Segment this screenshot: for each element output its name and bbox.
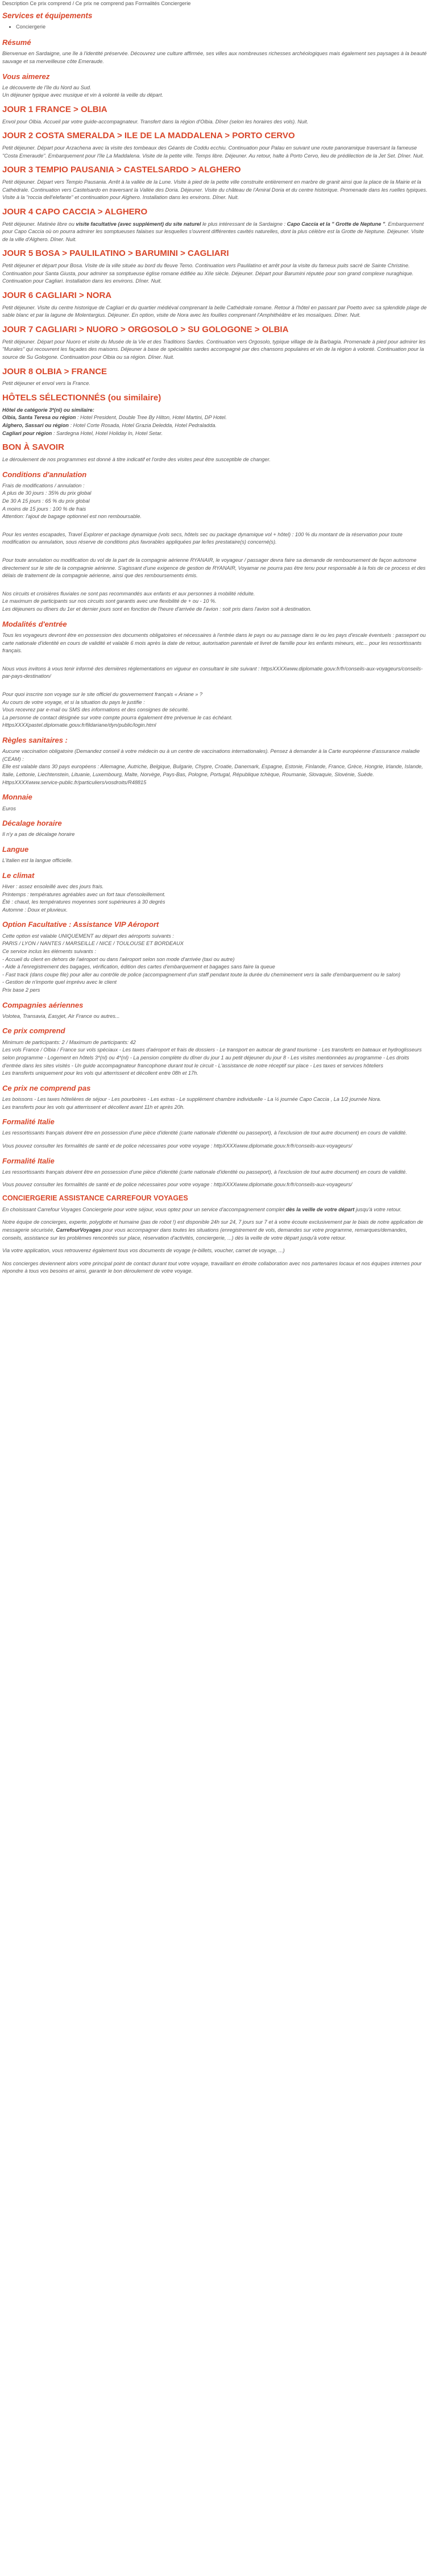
modalites-p3 [2,691,429,730]
hotel-line-label: Alghero, Sassari ou région [2,422,69,428]
day-8-text: Petit déjeuner et envol vers la France. [2,380,90,387]
conciergerie-p2-post: pour vous accompagner dans toutes les situations (enregistrement de vols, demandes sur votre programme, remarques/demandes, conseils, assistance sur les problèmes rencontrés sur place, réservation d'activités, conciergerie, ...) dès la veille de votre départ jusqu'à votre retour. [2,1227,408,1241]
compagnies-text: Volotea, Transavia, Easyjet, Air France ou autres... [2,1013,120,1019]
sanitaires-line: Aucune vaccination obligatoire (Demandez conseil à votre médecin ou à un centre de vaccinations internationales). Pensez à demander à la Carte européenne d'assurance maladie (CEAM) : [2,748,420,762]
spacer [2,552,429,557]
climat-line: Hiver : assez ensoleillé avec des jours frais. [2,884,104,890]
compagnies-title: Compagnies aériennes [2,1000,84,1009]
prix-comprend-title: Ce prix comprend [2,1026,65,1036]
aimerez-text [2,84,429,100]
formalite-1-p1: Les ressortissants français doivent être en possession d'une pièce d'identité (carte nationale d'identité ou passeport), à l'exclusion de tout autre document) en cours de validité. [2,1130,407,1136]
conditions-line: Attention: l'ajout de bagage optionnel est non remboursable. [2,513,142,520]
conditions-line: Nos circuits et croisières fluviales ne sont pas recommandés aux enfants et aux personnes à mobilité réduite. [2,590,255,597]
monnaie-text: Euros [2,805,16,811]
resume-text: Bienvenue en Sardaigne, une île à l'identité préservée. Découvrez une culture affirmée, ses villes aux nombreuses richesses archéologiques mais également ses paysages à la beauté sauvage et sa merveilleuse côte Emeraude. [2,51,427,64]
day-7-text: Petit déjeuner. Départ pour Nuoro et visite du Musée de la Vie et des Traditions Sardes. Continuation vers Orgosolo, typique village de la Barbagia. Promenade à pied pour admirer les "Murales" qui recouvrent les façades des maisons. Déjeuner à base de spécialités sardes accompagné par des chansons populaires et vin de la région à volonté. Continuation pour la source de Su Gologone. Continuation pour Olbia ou sa région. Dîner. Nuit. [2,338,426,360]
prix-ne-comprend-text [2,1096,429,1111]
bon-title: BON À SAVOIR [2,442,64,453]
hotels-title: HÔTELS SÉLECTIONNÉS (ou similaire) [2,392,161,403]
climat-text [2,883,429,914]
hotel-line-text: : Hotel Corte Rosada, Hotel Grazia Deledda, Hotel Pedraladda. [68,422,217,428]
hotel-line [2,414,429,422]
day-1-text: Envol pour Olbia. Accueil par votre guide-accompagnateur. Transfert dans la région d'Olbia. Dîner (selon les horaires des vols). Nuit. [2,118,309,125]
option-line: Cette option est valable UNIQUEMENT au départ des aéroports suivants : [2,933,174,939]
day-2-title: JOUR 2 COSTA SMERALDA > ILE DE LA MADDALENA > PORTO CERVO [2,131,295,141]
sanitaires-link[interactable]: HttpsXXXXwww.service-public.fr/particuliers/vosdroits/R48815 [2,779,147,785]
day-4-text-bold2: Capo Caccia et la " Grotte de Neptune " [287,221,386,227]
hotel-line-label: Cagliari pour région [2,430,52,436]
decalage-text: Il n'y a pas de décalage horaire [2,831,75,838]
prix-ne-comprend-line: Les boissons - Les taxes hôtelières de séjour - Les pourboires - Les extras - Le supplément chambre individuelle - La ½ journée Capo Caccia , La 1/2 journée Nora. [2,1096,382,1102]
modalites-title: Modalités d'entrée [2,619,67,628]
hotel-line-text: : Hotel President, Double Tree By Hilton, Hotel Martini, DP Hotel. [76,415,227,421]
conditions-p3: Pour toute annulation ou modification du vol de la part de la compagnie aérienne RYANAIR, le voyageur / passager devra faire sa demande de remboursement de façon autonome directement sur le site de la compagnie aérienne. S'agissant d'une exigence de gestion de RYANAIR, Voyamar ne pourra pas être tenu pour responsable à la fois de ce process et des délais de traitement de la compagnie aérienne, ainsi que des remboursements émis. [2,557,426,579]
day-4-text-pre: Petit déjeuner. Matinée libre ou [2,221,76,227]
decalage-title: Décalage horaire [2,819,62,828]
day-4-text-mid: le plus intéressant de la Sardaigne : [201,221,287,227]
climat-line: Été : chaud, les températures moyennes sont supérieures à 30 degrés [2,899,165,905]
prix-comprend-line: Les transferts uniquement pour les vols qui atterrissent et décollent entre 08h et 17h. [2,1070,198,1076]
day-2-text: Petit déjeuner. Départ pour Arzachena avec la visite des tombeaux des Géants de Coddu ecchiu. Continuation pour Palau en suivant une route panoramique traversant la fameuse "Costa Emeraude". Embarquement pour l'île La Maddalena. Visite de la petite ville. Temps libre. Déjeuner. Au retour, halte à Porto Cervo, lieu de prédilection de la Jet Set. Dîner. Nuit. [2,145,424,159]
day-3-title: JOUR 3 TEMPIO PAUSANIA > CASTELSARDO > ALGHERO [2,165,241,175]
day-5-text: Petit déjeuner et départ pour Bosa. Visite de la ville située au bord du fleuve Temo. Continuation vers Paulilatino et arrêt pour la visite du fameux puits sacré de Sainte Christine. Continuation pour Santa Giusta, pour admirer sa somptueuse église romane édifiée au XIIe siècle. Déjeuner. Départ pour Barumini réputée pour son grand complexe nuraghique. Continuation pour Cagliari. Installation dans les environs. Dîner. Nuit. [2,263,414,284]
conditions-line: De 30 A 15 jours : 65 % du prix global [2,498,90,504]
conditions-line: A moins de 15 jours : 100 % de frais [2,506,86,512]
bon-text: Le déroulement de nos programmes est donné à titre indicatif et l'ordre des visites peut être susceptible de changer. [2,456,271,462]
modalites-p2: Nous vous invitons à vous tenir informé des dernières réglementations en vigueur en consultant le site suivant : httpsXXXXwww.diplomatie.gouv.fr/fr/conseils-aux-voyageurs/conseils-par-pays-destination/ [2,665,423,680]
modalites-link[interactable]: HttpsXXXXpastel.diplomatie.gouv.fr/fildariane/dyn/public/login.html [2,722,156,728]
modalites-p1: Tous les voyageurs devront être en possession des documents obligatoires et nécessaires à l'entrée dans le pays ou au passage dans le ou les pays d'escale éventuels : passeport ou carte nationale d'identité en cours de validité et valable 6 mois après la date de retour, autorisation parentale et livret de famille pour les enfants mineurs, etc... pour les ressortissants français. [2,632,426,654]
option-line: - Gestion de n'importe quel imprévu avec le client [2,979,117,985]
day-4-text [2,221,429,244]
conciergerie-p2 [2,1219,429,1242]
option-text [2,933,429,995]
modalites-line: Vous recevrez par e-mail ou SMS des informations et des consignes de sécurité. [2,707,189,713]
aimerez-line: Un déjeuner typique avec musique et vin à volonté la veille du départ. [2,92,163,98]
option-line: - Fast track (dans coupe file) pour aller au contrôle de police (accompagnement d'un staff pendant toute la durée du cheminement vers la salle d'embarquement ou le salon) [2,971,401,978]
option-title: Option Facultative : Assistance VIP Aéroport [2,920,159,929]
aimerez-line: Le découverte de l'île du Nord au Sud. [2,84,92,90]
day-4-text-bold: visite facultative (avec supplément) du site naturel [76,221,201,227]
option-line: PARIS / LYON / NANTES / MARSEILLE / NICE / TOULOUSE ET BORDEAUX [2,941,184,947]
modalites-line: Pour quoi inscrire son voyage sur le site officiel du gouvernement français « Ariane » ? [2,691,203,697]
prix-comprend-line: Minimum de participants: 2 / Maximum de participants: 42 [2,1039,136,1045]
option-line: Ce service inclus les éléments suivants : [2,948,96,954]
conditions-line: Frais de modifications / annulation : [2,482,85,488]
modalites-line: La personne de contact désignée sur votre compte pourra également être prévenue le cas échéant. [2,714,233,720]
sanitaires-title: Règles sanitaires : [2,736,68,744]
conciergerie-p1-bold: dès la veille de votre départ [285,1206,355,1212]
conditions-fees [2,482,429,521]
conditions-p2: Pour les ventes escapades, Travel Explorer et package dynamique (vols secs, hôtels sec ou package dynamique vol + hôtel) : 100 % du montant de la réservation pour toute modification ou annulation, sous réserve de conditions plus favorables appliquées par le/les prestataire(s) concerné(s). [2,531,403,545]
langue-title: Langue [2,844,29,854]
conciergerie-p2-bold: CarrefourVoyages [56,1227,101,1233]
day-8-title: JOUR 8 OLBIA > FRANCE [2,366,107,376]
formalite-1-p2: Vous pouvez consulter les formalités de santé et de police nécessaires pour votre voyage : httpXXXXwww.diplomatie.gouv.fr/fr/conseils-aux-voyageurs/ [2,1143,353,1149]
conditions-line: Le maximum de participants sur nos circuits sont garantis avec une flexibilité de + ou - 10 %. [2,598,217,604]
day-6-title: JOUR 6 CAGLIARI > NORA [2,291,112,301]
climat-title: Le climat [2,871,35,880]
conciergerie-p1 [2,1206,429,1214]
conciergerie-p2-pre: Notre équipe de concierges, experte, polyglotte et humaine (pas de robot !) est disponible 24h sur 24, 7 jours sur 7 et à votre écoute exclusivement par le biais de notre application de messagerie sécurisée, [2,1219,424,1233]
day-3-text: Petit déjeuner. Départ vers Tempio Pausania. Arrêt à la vallée de la Lune. Visite à pied de la petite ville construite entièrement en marbre de granit ainsi que la place de la Mairie et la Cathédrale. Continuation vers Castelsardo en traversant la Vallée des Doria. Déjeuner. Visite du château de l'Amiral Doria et du centre historique. Promenade dans les ruelles typiques. Visite à la "roccia dell'elefante" et continuation pour Alghero. Installation dans les environs. Dîner. Nuit. [2,179,428,201]
conditions-line: Les déjeuners ou dîners du 1er et dernier jours sont en fonction de l'heure d'arrivée de l'avion : soit pris dans l'avion soit à destination. [2,606,312,612]
formalite-2-p2: Vous pouvez consulter les formalités de santé et de police nécessaires pour votre voyage : httpXXXXwww.diplomatie.gouv.fr/fr/conseils-aux-voyageurs/ [2,1182,353,1188]
tabs-bar[interactable]: Description Ce prix comprend / Ce prix ne comprend pas Formalités Conciergerie [2,1,191,6]
day-4-title: JOUR 4 CAPO CACCIA > ALGHERO [2,206,148,217]
aimerez-title: Vous aimerez [2,72,50,81]
hotel-line-label: Hôtel de catégorie 3*(nl) ou similaire: [2,407,94,413]
langue-text: L'italien est la langue officielle. [2,858,73,864]
hotel-line [2,430,429,438]
spacer [2,585,429,590]
prix-ne-comprend-line: Les transferts pour les vols qui atterrissent et décollent avant 11h et après 20h. [2,1104,185,1110]
conciergerie-p3: Via votre application, vous retrouverez également tous vos documents de voyage (e-billets, voucher, carnet de voyage, ...) [2,1248,285,1254]
climat-line: Automne : Doux et pluvieux. [2,906,68,913]
prix-comprend-text [2,1039,429,1078]
services-title: Services et équipements [2,11,93,20]
modalites-line: Au cours de votre voyage, et si la situation du pays le justifie : [2,699,145,705]
hotel-line [2,422,429,430]
sanitaires-line: Elle est valable dans 30 pays européens : Allemagne, Autriche, Belgique, Bulgarie, Chypre, Croatie, Danemark, Espagne, Estonie, Finlande, France, Grèce, Hongrie, Irlande, Islande, Italie, Lettonie, Liechtenstein, Lituanie, Luxembourg, Malte, Norvège, Pays-Bas, Pologne, Portugal, République tchèque, Roumanie, Slovaquie, Slovénie, Suède. [2,764,423,778]
conciergerie-p1-pre: En choisissant Carrefour Voyages Conciergerie pour votre séjour, vous optez pour un service d'accompagnement complet [2,1206,286,1212]
conditions-title: Conditions d'annulation [2,470,87,479]
list-item: • Conciergerie [16,23,429,31]
conciergerie-p1-post: jusqu'à votre retour. [354,1206,402,1212]
climat-line: Printemps : températures agréables avec un fort taux d'ensoleillement. [2,891,166,897]
hotel-line-text: : Sardegna Hotel, Hotel Holiday In, Hotel Setar. [52,430,163,436]
page [0,0,431,1286]
conditions-line: A plus de 30 jours : 35% du prix global [2,490,92,496]
day-7-title: JOUR 7 CAGLIARI > NUORO > ORGOSOLO > SU GOLOGONE > OLBIA [2,325,289,335]
day-5-title: JOUR 5 BOSA > PAULILATINO > BARUMINI > CAGLIARI [2,249,229,259]
conciergerie-title: CONCIERGERIE ASSISTANCE CARREFOUR VOYAGES [2,1194,188,1203]
option-line: - Aide à l'enregistrement des bagages, vérification, édition des cartes d'embarquement et bagages sans faire la queue [2,964,275,970]
conditions-p4 [2,590,429,614]
prix-ne-comprend-title: Ce prix ne comprend pas [2,1083,91,1092]
hotel-line-label: Olbia, Santa Teresa ou région [2,415,76,421]
formalite-2-p1: Les ressortissants français doivent être en possession d'une pièce d'identité (carte nationale d'identité ou passeport), à l'exclusion de tout autre document) en cours de validité. [2,1169,407,1175]
services-list [2,23,429,31]
prix-comprend-line: Les vols France / Olbia / France sur vols spéciaux - Les taxes d'aéroport et frais de dossiers - Le transport en autocar de grand tourisme - Les transferts en bateaux et hydroglisseurs selon programme - Logement en hôtels 3*(nl) ou 4*(nl) - La pension complète du dîner du jour 1 au petit déjeuner du jour 8 - Les visites mentionnées au programme - Les droits d'entrée dans les sites visités - Un guide accompagnateur francophone durant tout le circuit - L'assistance de notre réceptif sur place - Les taxes et services hôteliers [2,1047,422,1068]
resume-title: Résumé [2,38,31,47]
day-1-title: JOUR 1 FRANCE > OLBIA [2,105,107,114]
formalite-1-title: Formalité Italie [2,1117,55,1127]
hotel-line [2,407,429,415]
monnaie-title: Monnaie [2,793,32,802]
sanitaires-text [2,748,429,786]
option-line: Prix base 2 pers [2,987,40,993]
spacer [2,526,429,531]
hotels-list [2,407,429,437]
spacer [2,686,429,691]
option-line: - Accueil du client en dehors de l'aéroport ou dans l'aéroport selon son mode d'arrivée (taxi ou autre) [2,956,235,962]
conciergerie-p4: Nos concierges deviennent alors votre principal point de contact durant tout votre voyage, travaillant en étroite collaboration avec nos partenaires locaux et nos équipes internes pour répondre à tous vos besoins et ainsi, garantir le bon déroulement de votre voyage. [2,1260,422,1274]
formalite-2-title: Formalité Italie [2,1156,55,1165]
day-6-text: Petit déjeuner. Visite du centre historique de Cagliari et du quartier médiéval comprenant la belle Cathédrale romane. Retour à l'hôtel en passant par Poetto avec sa splendide plage de sable blanc et par la lagune de Molentargius. Déjeuner. En option, visite de Nora avec les fouilles comprenant l'Amphithéâtre et les mosaïques. Dîner. Nuit. [2,304,427,318]
day-4-text-post: . Embarquement pour Capo Caccia où on pourra admirer les somptueuses falaises sur lesquelles s'ouvrent différentes cavités naturelles, dont la plus célèbre est la Grotte de Neptune. Déjeuner. Visite de la ville d'Alghero. Dîner. Nuit. [2,221,424,242]
spacer [2,660,429,665]
